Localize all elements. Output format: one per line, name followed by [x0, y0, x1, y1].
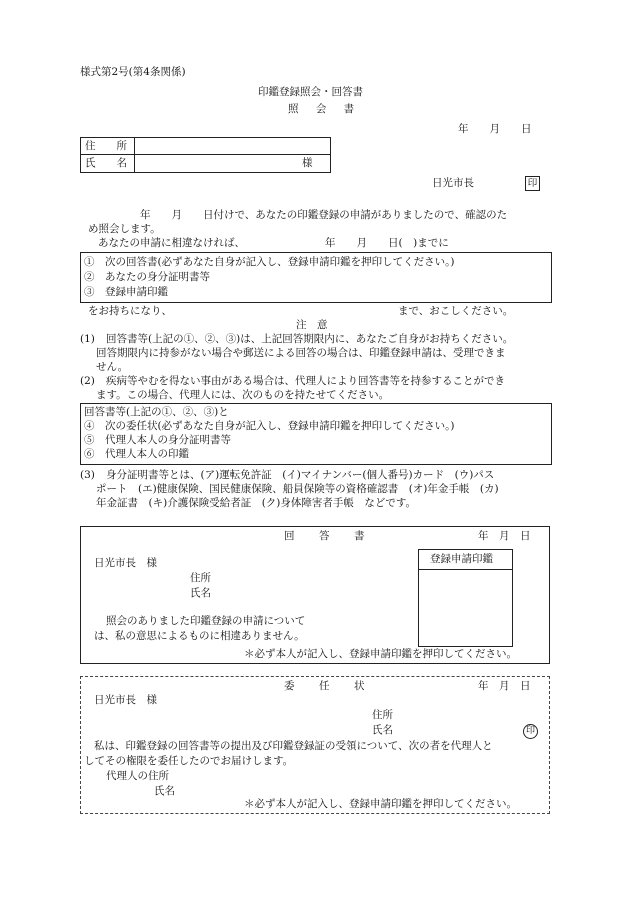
note-1-number: (1): [80, 333, 95, 345]
agent-address-label: 代理人の住所: [106, 770, 169, 782]
note-3-line-3: 年金証書 (キ)介護保険受給者証 (ク)身体障害者手帳 などです。: [96, 497, 417, 509]
proxy-seal-icon: 印: [523, 724, 538, 739]
proxy-item-6: ⑥ 代理人本人の印鑑: [84, 448, 189, 460]
proxy-address-label: 住所: [372, 709, 393, 721]
note-3-number: (3): [80, 469, 95, 481]
intro-line-3a: あなたの申請に相違なければ、: [98, 237, 245, 249]
reply-footer-note: ＊必ず本人が記入し、登録申請印鑑を押印してください。: [244, 648, 517, 660]
reply-title: 回 答 書: [284, 530, 372, 542]
notes-title: 注 意: [296, 319, 328, 331]
reply-name-label: 氏名: [190, 587, 211, 599]
address-label: 住 所: [85, 140, 127, 152]
document-title: 印鑑登録照会・回答書: [258, 86, 363, 98]
reply-body-line-2: は、私の意思によるものに相違ありません。: [94, 630, 305, 642]
proxy-body-line-2: してその権限を委任したのでお届けします。: [84, 755, 294, 767]
proxy-addressee: 日光市長 様: [94, 694, 157, 706]
note-2-line-1: 疾病等やむを得ない事由がある場合は、代理人により回答書等を持参することができ: [106, 375, 505, 387]
proxy-item-4: ④ 次の委任状(必ずあなた自身が記入し、登録申請印鑑を押印してください。): [84, 420, 455, 432]
reply-date: 年 月 日: [478, 530, 531, 542]
item-2: ② あなたの身分証明書等: [84, 271, 210, 283]
form-number: 様式第2号(第4条関係): [80, 66, 186, 78]
proxy-name-label: 氏名: [372, 724, 393, 736]
mayor-label: 日光市長: [432, 177, 474, 189]
bring-text-a: をお持ちになり、: [88, 305, 172, 317]
item-3: ③ 登録申請印鑑: [84, 286, 168, 298]
proxy-footer-note: ＊必ず本人が記入し、登録申請印鑑を押印してください。: [244, 798, 517, 810]
name-label: 氏 名: [85, 157, 127, 169]
intro-line-1: 年 月 日付けで、あなたの印鑑登録の申請がありましたので、確認のた: [140, 209, 508, 221]
official-seal-icon: 印: [525, 176, 540, 191]
bring-text-b: まで、おこしください。: [398, 305, 514, 317]
name-suffix: 様: [302, 157, 313, 169]
note-3-line-2: ポート (エ)健康保険、国民健康保険、船員保険等の資格確認書 (オ)年金手帳 (カ): [96, 483, 499, 495]
proxy-body-line-1: 私は、印鑑登録の回答書等の提出及び印鑑登録証の受領について、次の者を代理人と: [94, 740, 493, 752]
inquiry-title: 照 会 書: [288, 103, 362, 115]
item-1: ① 次の回答書(必ずあなた自身が記入し、登録申請印鑑を押印してください。): [84, 256, 455, 268]
agent-name-label: 氏名: [154, 785, 175, 797]
table-divider: [80, 154, 331, 155]
note-1-line-3: せん。: [96, 361, 129, 373]
seal-box-label: 登録申請印鑑: [430, 553, 493, 565]
proxy-title: 委 任 状: [284, 680, 372, 692]
reply-body-line-1: 照会のありました印鑑登録の申請について: [106, 615, 306, 627]
proxy-item-intro: 回答書等(上記の①、②、③)と: [84, 406, 229, 418]
reply-addressee: 日光市長 様: [94, 557, 157, 569]
note-2-line-2: ます。この場合、代理人には、次のものを持たせてください。: [96, 389, 390, 401]
reply-address-label: 住所: [190, 572, 211, 584]
proxy-date: 年 月 日: [478, 680, 531, 692]
date-line: 年 月 日: [458, 123, 532, 135]
note-1-line-1: 回答書等(上記の①、②、③)は、上記回答期限内に、あなたご自身がお持ちください。: [106, 333, 514, 345]
table-column-divider: [134, 137, 135, 172]
intro-line-2: め照会します。: [88, 223, 161, 235]
note-1-line-2: 回答期限内に持参がない場合や郵送による回答の場合は、印鑑登録申請は、受理できま: [96, 347, 506, 359]
seal-box-divider: [418, 569, 513, 570]
note-2-number: (2): [80, 375, 95, 387]
proxy-item-5: ⑤ 代理人本人の身分証明書等: [84, 434, 231, 446]
intro-line-3b: 年 月 日( )までに: [325, 237, 449, 249]
note-3-line-1: 身分証明書等とは、(ア)運転免許証 (イ)マイナンバー(個人番号)カード (ウ)パス: [106, 469, 495, 481]
